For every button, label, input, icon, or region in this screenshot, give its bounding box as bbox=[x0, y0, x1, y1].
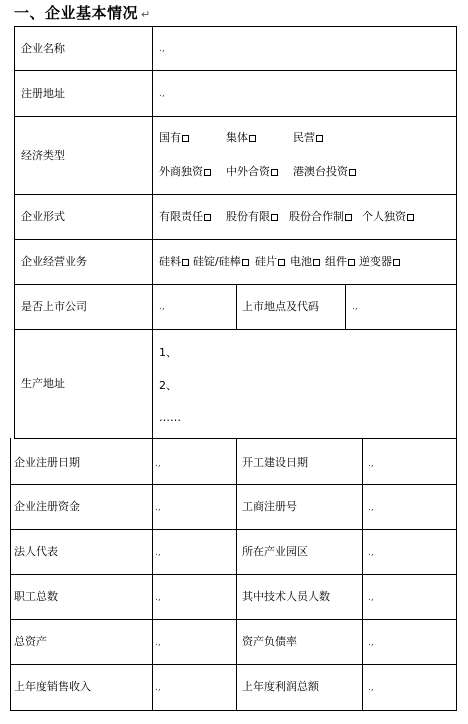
option-label: 有限责任 bbox=[159, 210, 203, 223]
option-label: 国有 bbox=[159, 131, 181, 144]
input-legal-representative[interactable]: ., bbox=[155, 548, 161, 558]
input-registered-address[interactable]: ., bbox=[159, 89, 165, 99]
checkbox-icon[interactable] bbox=[345, 214, 352, 221]
label-last-year-profit: 上年度利润总额 bbox=[242, 680, 319, 693]
label-registration-date: 企业注册日期 bbox=[14, 456, 80, 469]
option-state-owned[interactable] bbox=[159, 131, 189, 145]
label-company-form: 企业形式 bbox=[21, 210, 65, 223]
option-label: 个人独资 bbox=[362, 210, 406, 223]
label-industrial-park: 所在产业园区 bbox=[242, 545, 308, 558]
option-label: 港澳台投资 bbox=[293, 165, 348, 178]
input-total-staff[interactable]: ., bbox=[155, 593, 161, 603]
checkbox-icon[interactable] bbox=[242, 259, 249, 266]
label-technical-staff: 其中技术人员人数 bbox=[242, 590, 330, 603]
input-listing-code[interactable]: ., bbox=[352, 302, 358, 312]
checkbox-icon[interactable] bbox=[204, 169, 211, 176]
input-last-year-profit[interactable]: ., bbox=[368, 683, 374, 693]
option-label: 中外合资 bbox=[226, 165, 270, 178]
option-ingot-rod[interactable] bbox=[193, 255, 249, 269]
option-label: 硅锭/硅棒 bbox=[193, 255, 241, 268]
label-total-assets: 总资产 bbox=[14, 635, 47, 648]
checkbox-icon[interactable] bbox=[348, 259, 355, 266]
option-cell[interactable] bbox=[290, 255, 320, 269]
input-industrial-park[interactable]: ., bbox=[368, 548, 374, 558]
label-registered-address: 注册地址 bbox=[21, 87, 65, 100]
label-legal-representative: 法人代表 bbox=[14, 545, 58, 558]
checkbox-icon[interactable] bbox=[182, 259, 189, 266]
option-label: 民营 bbox=[293, 131, 315, 144]
checkbox-icon[interactable] bbox=[313, 259, 320, 266]
input-listed[interactable]: ., bbox=[159, 302, 165, 312]
option-label: 外商独资 bbox=[159, 165, 203, 178]
label-company-name: 企业名称 bbox=[21, 42, 65, 55]
label-registered-capital: 企业注册资金 bbox=[14, 500, 80, 513]
checkbox-icon[interactable] bbox=[407, 214, 414, 221]
option-label: 股份合作制 bbox=[289, 210, 344, 223]
option-joint-venture[interactable] bbox=[226, 165, 278, 179]
input-last-year-revenue[interactable]: ., bbox=[155, 683, 161, 693]
input-business-reg-no[interactable]: ., bbox=[368, 503, 374, 513]
production-line-more[interactable]: …… bbox=[159, 411, 181, 424]
checkbox-icon[interactable] bbox=[204, 214, 211, 221]
option-label: 逆变器 bbox=[359, 255, 392, 268]
section-title: 一、企业基本情况 bbox=[14, 4, 139, 22]
option-label: 集体 bbox=[226, 131, 248, 144]
label-production-address: 生产地址 bbox=[21, 377, 65, 390]
option-limited-liability[interactable] bbox=[159, 210, 211, 224]
checkbox-icon[interactable] bbox=[271, 169, 278, 176]
input-total-assets[interactable]: ., bbox=[155, 638, 161, 648]
checkbox-icon[interactable] bbox=[278, 259, 285, 266]
option-label: 硅料 bbox=[159, 255, 181, 268]
checkbox-icon[interactable] bbox=[271, 214, 278, 221]
label-listing-code: 上市地点及代码 bbox=[242, 300, 319, 313]
option-foreign-owned[interactable] bbox=[159, 165, 211, 179]
option-private[interactable] bbox=[293, 131, 323, 145]
option-label: 电池 bbox=[290, 255, 312, 268]
option-wafer[interactable] bbox=[255, 255, 285, 269]
input-technical-staff[interactable]: ., bbox=[368, 593, 374, 603]
input-company-name[interactable]: ., bbox=[159, 44, 165, 54]
option-stock-cooperative[interactable] bbox=[289, 210, 352, 224]
option-polysilicon[interactable] bbox=[159, 255, 189, 269]
option-hk-macao-taiwan[interactable] bbox=[293, 165, 356, 179]
paragraph-mark: ↵ bbox=[141, 8, 151, 21]
option-sole-proprietorship[interactable] bbox=[362, 210, 414, 224]
option-inverter[interactable] bbox=[359, 255, 400, 269]
option-label: 硅片 bbox=[255, 255, 277, 268]
checkbox-icon[interactable] bbox=[249, 135, 256, 142]
checkbox-icon[interactable] bbox=[316, 135, 323, 142]
label-total-staff: 职工总数 bbox=[14, 590, 58, 603]
label-business-reg-no: 工商注册号 bbox=[242, 500, 297, 513]
checkbox-icon[interactable] bbox=[393, 259, 400, 266]
option-label: 组件 bbox=[325, 255, 347, 268]
checkbox-icon[interactable] bbox=[182, 135, 189, 142]
label-debt-ratio: 资产负债率 bbox=[242, 635, 297, 648]
label-business: 企业经营业务 bbox=[21, 255, 87, 268]
input-registered-capital[interactable]: ., bbox=[155, 503, 161, 513]
production-line-1[interactable]: 1、 bbox=[159, 346, 177, 359]
label-economic-type: 经济类型 bbox=[21, 149, 65, 162]
option-joint-stock[interactable] bbox=[226, 210, 278, 224]
input-registration-date[interactable]: ., bbox=[155, 459, 161, 469]
option-collective[interactable] bbox=[226, 131, 256, 145]
input-construction-date[interactable]: ., bbox=[368, 459, 374, 469]
label-listed: 是否上市公司 bbox=[21, 300, 87, 313]
checkbox-icon[interactable] bbox=[349, 169, 356, 176]
label-construction-date: 开工建设日期 bbox=[242, 456, 308, 469]
label-last-year-revenue: 上年度销售收入 bbox=[14, 680, 91, 693]
input-debt-ratio[interactable]: ., bbox=[368, 638, 374, 648]
option-label: 股份有限 bbox=[226, 210, 270, 223]
option-module[interactable] bbox=[325, 255, 355, 269]
production-line-2[interactable]: 2、 bbox=[159, 379, 177, 392]
